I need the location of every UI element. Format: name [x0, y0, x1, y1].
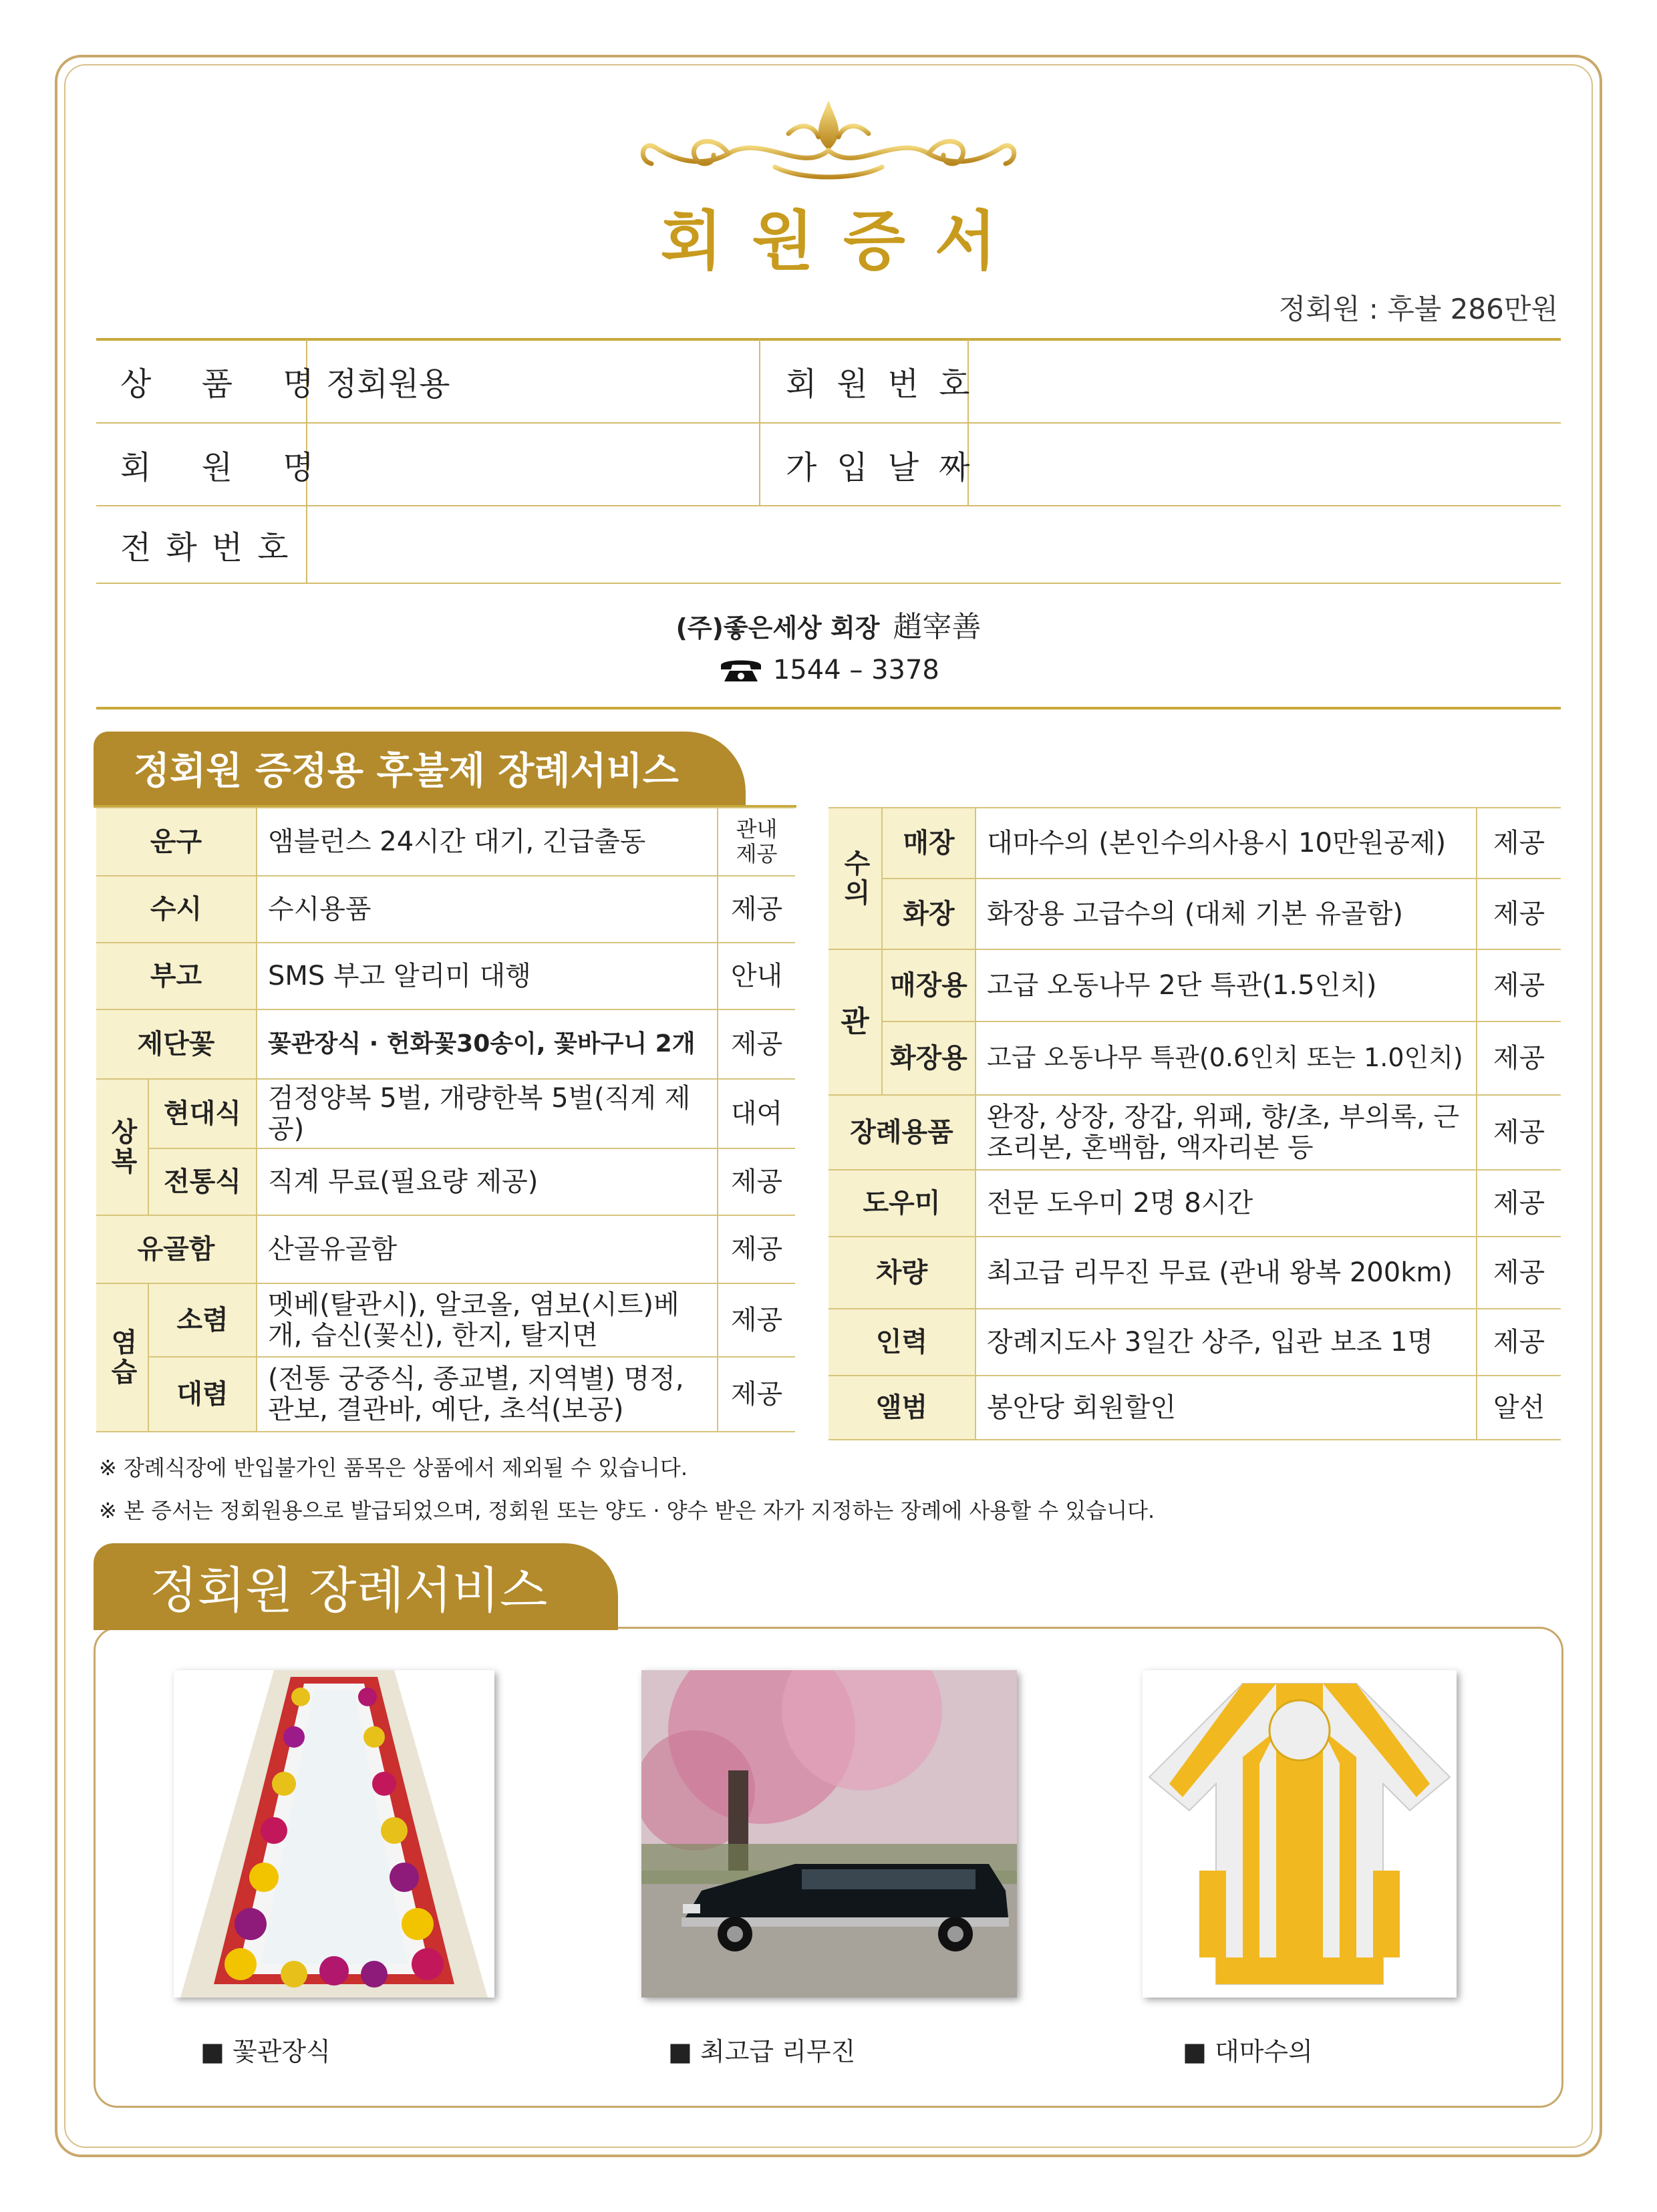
member-name-field[interactable] — [326, 432, 740, 498]
row-status: 제공 — [718, 876, 795, 943]
row-desc: 화장용 고급수의 (대체 기본 유골함) — [975, 879, 1477, 949]
row-status: 알선 — [1477, 1376, 1561, 1440]
table-row — [96, 1357, 795, 1432]
row-status: 제공 — [718, 1215, 795, 1283]
row-item: 운구 — [96, 808, 257, 876]
section2-title: 정회원 장례서비스 — [150, 1562, 548, 1619]
row-desc: 직계 무료(필요량 제공) — [257, 1148, 718, 1215]
limousine-photo — [641, 1670, 1017, 1998]
shroud-photo — [1143, 1670, 1457, 1998]
row-status: 제공 — [1477, 1170, 1561, 1237]
row-item: 제단꽃 — [96, 1009, 257, 1079]
table-row — [828, 1170, 1561, 1237]
group-gwan: 관 — [828, 949, 882, 1095]
row-desc: (전통 궁중식, 종교별, 지역별) 명정, 관보, 결관바, 예단, 초석(보공) — [257, 1357, 718, 1432]
row-desc: 검정양복 5벌, 개량한복 5벌(직계 제공) — [257, 1079, 718, 1148]
phone-label: 전화번호 — [120, 528, 303, 567]
join-date-field[interactable] — [982, 432, 1543, 498]
table-row — [828, 1095, 1561, 1170]
section1-title: 정회원 증정용 후불제 장례서비스 — [134, 750, 679, 793]
product-value: 정회원용 — [326, 365, 450, 403]
row-desc: 꽃관장식 · 헌화꽃30송이, 꽃바구니 2개 — [257, 1009, 718, 1079]
table-row — [96, 1148, 795, 1215]
row-item: 장례용품 — [828, 1095, 975, 1170]
table-row — [828, 1376, 1561, 1440]
info-row-line — [96, 583, 1561, 584]
row-desc: 대마수의 (본인수의사용시 10만원공제) — [975, 808, 1477, 879]
row-item: 화장용 — [882, 1021, 975, 1095]
row-item: 도우미 — [828, 1170, 975, 1237]
row-status: 제공 — [1477, 879, 1561, 949]
caption-shroud: ■ 대마수의 — [1183, 2037, 1313, 2066]
row-item: 부고 — [96, 943, 257, 1009]
row-status: 제공 — [718, 1357, 795, 1432]
member-number-label: 회원번호 — [786, 365, 990, 403]
row-status: 제공 — [1477, 1021, 1561, 1095]
row-desc: 고급 오동나무 특관(0.6인치 또는 1.0인치) — [975, 1021, 1477, 1095]
row-status: 관내 제공 — [718, 808, 795, 876]
row-status: 제공 — [1477, 949, 1561, 1021]
row-status: 제공 — [1477, 1309, 1561, 1376]
row-status: 안내 — [718, 943, 795, 1009]
group-sangbok: 상복 — [96, 1079, 148, 1215]
row-item: 인력 — [828, 1309, 975, 1376]
row-item: 앨범 — [828, 1376, 975, 1440]
table-row — [96, 1283, 795, 1357]
table-row — [828, 1021, 1561, 1095]
table-row — [96, 1009, 795, 1079]
product-label: 상 품 명 — [120, 365, 334, 403]
row-item: 수시 — [96, 876, 257, 943]
row-status: 제공 — [718, 1148, 795, 1215]
row-desc: 앰블런스 24시간 대기, 긴급출동 — [257, 808, 718, 876]
table-row — [828, 1309, 1561, 1376]
row-status: 제공 — [1477, 1095, 1561, 1170]
note-1: ※ 장례식장에 반입불가인 품목은 상품에서 제외될 수 있습니다. — [99, 1455, 688, 1480]
company-phone-line — [0, 655, 1657, 685]
row-item: 매장용 — [882, 949, 975, 1021]
section1-tab — [94, 732, 746, 805]
row-item: 매장 — [882, 808, 975, 879]
table-row — [828, 1237, 1561, 1309]
group-yeomseup: 염습 — [96, 1283, 148, 1432]
info-row-line — [96, 505, 1561, 506]
row-item: 소렴 — [148, 1283, 257, 1357]
company-phone: 1544 – 3378 — [772, 655, 939, 685]
ceo-name: 趙宰善 — [893, 610, 982, 644]
row-desc: 완장, 상장, 장갑, 위패, 향/초, 부의록, 근조리본, 혼백함, 액자리본 등 — [975, 1095, 1477, 1170]
ornament-icon — [628, 94, 1029, 194]
note-2: ※ 본 증서는 정회원용으로 발급되었으며, 정회원 또는 양도 · 양수 받은 자가 지정하는 장례에 사용할 수 있습니다. — [99, 1498, 1155, 1523]
row-status: 제공 — [718, 1283, 795, 1357]
info-col-line — [759, 339, 760, 505]
right-service-table — [828, 807, 1561, 1440]
phone-field[interactable] — [326, 513, 1542, 577]
row-status: 제공 — [718, 1009, 795, 1079]
telephone-icon — [718, 656, 764, 683]
left-service-table — [96, 807, 795, 1432]
row-status: 제공 — [1477, 808, 1561, 879]
row-item: 전통식 — [148, 1148, 257, 1215]
caption-flower: ■ 꽃관장식 — [200, 2037, 331, 2066]
join-date-label: 가입날짜 — [786, 448, 990, 486]
row-desc: 멧베(탈관시), 알코올, 염보(시트)베개, 습신(꽃신), 한지, 탈지면 — [257, 1283, 718, 1357]
row-item: 화장 — [882, 879, 975, 949]
company-line — [0, 603, 1657, 645]
certificate-title: 회원증서 — [660, 204, 1026, 279]
row-desc: 전문 도우미 2명 8시간 — [975, 1170, 1477, 1237]
row-desc: 수시용품 — [257, 876, 718, 943]
section-divider — [96, 707, 1561, 709]
row-item: 현대식 — [148, 1079, 257, 1148]
company-name: (주)좋은세상 회장 — [675, 613, 880, 643]
member-number-field[interactable] — [982, 347, 1543, 414]
flower-coffin-photo — [174, 1670, 494, 1998]
caption-limousine: ■ 최고급 리무진 — [668, 2037, 856, 2066]
row-item: 유골함 — [96, 1215, 257, 1283]
row-desc: 산골유골함 — [257, 1215, 718, 1283]
table-row — [96, 1079, 795, 1148]
row-desc: 장례지도사 3일간 상주, 입관 보조 1명 — [975, 1309, 1477, 1376]
row-item: 대렴 — [148, 1357, 257, 1432]
table-row — [96, 943, 795, 1009]
section2-tab — [94, 1543, 618, 1630]
row-desc: 최고급 리무진 무료 (관내 왕복 200km) — [975, 1237, 1477, 1309]
row-desc: 고급 오동나무 2단 특관(1.5인치) — [975, 949, 1477, 1021]
row-status: 대여 — [718, 1079, 795, 1148]
table-row — [96, 808, 795, 876]
table-row — [828, 879, 1561, 949]
price-note: 정회원 : 후불 286만원 — [1278, 293, 1558, 325]
table-row — [828, 808, 1561, 879]
group-suui: 수의 — [828, 808, 882, 949]
row-item: 차량 — [828, 1237, 975, 1309]
table-row — [828, 949, 1561, 1021]
table-row — [96, 1215, 795, 1283]
row-desc: 봉안당 회원할인 — [975, 1376, 1477, 1440]
row-status: 제공 — [1477, 1237, 1561, 1309]
member-name-label: 회 원 명 — [120, 448, 334, 486]
table-row — [96, 876, 795, 943]
row-desc: SMS 부고 알리미 대행 — [257, 943, 718, 1009]
